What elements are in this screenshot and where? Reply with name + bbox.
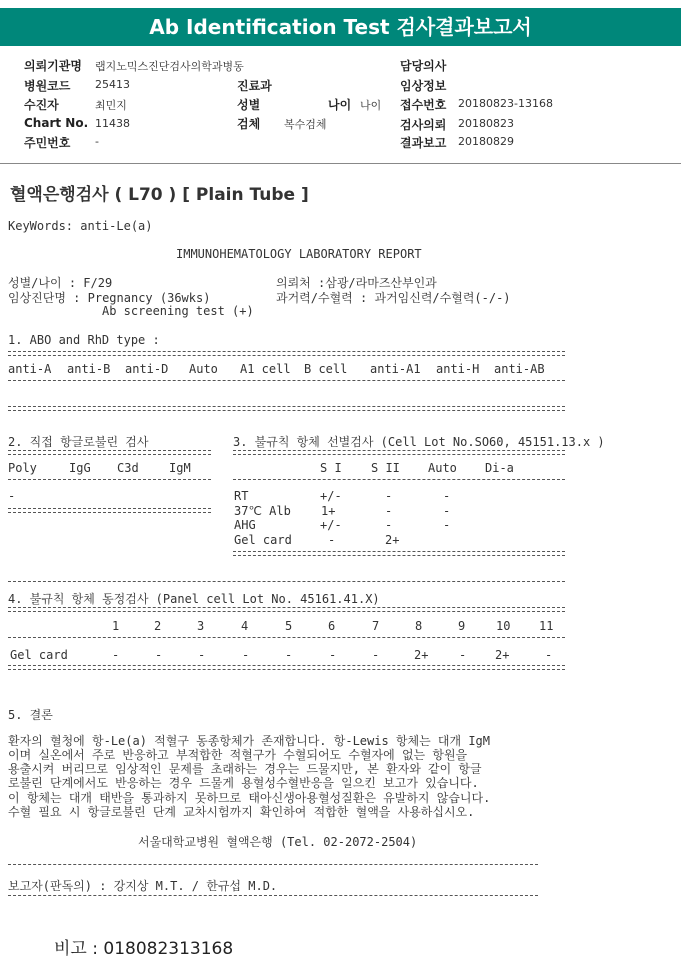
- conclusion-line: 이 항체는 대개 태반을 통과하지 못하므로 태아신생아용혈성질환은 유발하지 않습니다.: [8, 791, 491, 805]
- dat-col-header: Poly: [8, 461, 37, 475]
- abo-col-header: A1 cell: [240, 362, 291, 376]
- screen-cell: -: [443, 518, 451, 532]
- section3-header-rule: [233, 479, 565, 480]
- conclusion-line: 이며 실온에서 주로 반응하고 부적합한 적혈구가 수혈되어도 수혈자에 없는 항원을: [8, 748, 468, 762]
- remark: 비고 : 018082313168: [54, 939, 234, 959]
- abo-col-header: anti-A: [8, 362, 52, 376]
- screen-row-label: RT: [234, 489, 249, 503]
- abo-col-header: Auto: [189, 362, 218, 376]
- panel-col-header: 11: [539, 619, 554, 633]
- referrer-line: 의뢰처 :삼광/라마즈산부인과: [276, 276, 437, 290]
- panel-cell: -: [459, 648, 467, 662]
- section3-title: 3. 불규칙 항체 선별검사 (Cell Lot No.SO60, 45151.13.x ): [233, 435, 605, 449]
- panel-col-header: 5: [285, 619, 293, 633]
- section2-header-rule: [8, 479, 211, 480]
- section1-bottom-rule: [8, 406, 565, 411]
- screen-row-label: Gel card: [234, 533, 292, 547]
- abo-col-header: B cell: [304, 362, 348, 376]
- section3-end-rule: [8, 581, 565, 582]
- panel-cell: -: [329, 648, 337, 662]
- lab-report-title: IMMUNOHEMATOLOGY LABORATORY REPORT: [176, 247, 422, 261]
- panel-cell: -: [155, 648, 163, 662]
- screen-col-header: S II: [371, 461, 400, 475]
- header-value-report-date: 20180829: [458, 135, 514, 148]
- panel-col-header: 2: [154, 619, 162, 633]
- panel-col-header: 6: [328, 619, 336, 633]
- section1-title: 1. ABO and RhD type :: [8, 333, 160, 347]
- panel-col-header: 7: [372, 619, 380, 633]
- section2-top-rule: [8, 450, 211, 455]
- header-value-patient: 최민지: [95, 99, 127, 112]
- header-value-request-date: 20180823: [458, 117, 514, 130]
- header-divider: [0, 163, 681, 164]
- header-label-hospital-code: 병원코드: [24, 79, 71, 93]
- screen-cell: 2+: [385, 533, 400, 547]
- abo-col-header: anti-D: [125, 362, 169, 376]
- abo-col-header: anti-H: [436, 362, 480, 376]
- abo-col-header: anti-B: [67, 362, 111, 376]
- panel-col-header: 1: [112, 619, 120, 633]
- panel-cell: -: [545, 648, 553, 662]
- sex-age-line: 성별/나이 : F/29: [8, 276, 113, 290]
- header-label-sex: 성별: [237, 98, 261, 112]
- blood-bank-contact: 서울대학교병원 혈액은행 (Tel. 02-2072-2504): [138, 835, 418, 849]
- conclusion-line: 수혈 필요 시 항글로불린 단계 교차시험까지 확인하여 적합한 혈액을 사용하십시오.: [8, 805, 475, 819]
- header-value-institution: 랩지노믹스진단검사의학과병동: [95, 60, 244, 73]
- header-label-chart-no: Chart No.: [24, 116, 89, 130]
- header-label-age: 나이: [328, 98, 352, 112]
- header-label-request-date: 검사의뢰: [400, 118, 447, 132]
- panel-col-header: 10: [496, 619, 511, 633]
- abo-col-header: anti-AB: [494, 362, 545, 376]
- section1-top-rule: [8, 351, 565, 356]
- header-value-specimen: 복수검체: [284, 118, 327, 131]
- dat-col-header: IgG: [69, 461, 91, 475]
- panel-cell: 2+: [414, 648, 429, 662]
- header-value-resident-no: -: [95, 135, 99, 148]
- section-title: 혈액은행검사 ( L70 ) [ Plain Tube ]: [10, 185, 309, 205]
- ab-screening-line: Ab screening test (+): [102, 304, 254, 318]
- screen-cell: -: [328, 533, 336, 547]
- conclusion-line: 로불린 단계에서도 반응하는 경우 드물게 용혈성수혈반응을 일으킨 보고가 있습니다.: [8, 776, 479, 790]
- screen-cell: +/-: [320, 518, 342, 532]
- screen-col-header: Di-a: [485, 461, 514, 475]
- header-value-accession-no: 20180823-13168: [458, 97, 553, 110]
- screen-row-label: AHG: [234, 518, 256, 532]
- header-label-institution: 의뢰기관명: [24, 59, 82, 73]
- report-title: Ab Identification Test 검사결과보고서: [0, 8, 681, 46]
- panel-cell: 2+: [495, 648, 510, 662]
- screen-cell: +/-: [320, 489, 342, 503]
- screen-cell: -: [385, 489, 393, 503]
- header-value-hospital-code: 25413: [95, 78, 130, 91]
- screen-cell: -: [385, 518, 393, 532]
- abo-col-header: anti-A1: [370, 362, 421, 376]
- panel-cell: -: [242, 648, 250, 662]
- panel-col-header: 4: [241, 619, 249, 633]
- header-label-resident-no: 주민번호: [24, 136, 71, 150]
- screen-cell: 1+: [321, 504, 336, 518]
- section5-title: 5. 결론: [8, 708, 53, 722]
- section2-title: 2. 직접 항글로불린 검사: [8, 435, 149, 449]
- header-label-physician: 담당의사: [400, 59, 447, 73]
- clinical-diagnosis-line: 임상진단명 : Pregnancy (36wks): [8, 291, 211, 305]
- section1-header-rule: [8, 380, 565, 381]
- panel-row-label: Gel card: [10, 648, 68, 662]
- section4-top-rule: [8, 607, 565, 612]
- header-label-patient: 수진자: [24, 98, 59, 112]
- screen-row-label: 37℃ Alb: [234, 504, 291, 518]
- conclusion-line: 용출시켜 버리므로 임상적인 문제를 초래하는 경우는 드물지만, 본 환자와 같이 항글: [8, 762, 482, 776]
- header-label-clinical-info: 임상정보: [400, 79, 447, 93]
- dat-col-header: C3d: [117, 461, 139, 475]
- section4-title: 4. 불규칙 항체 동정검사 (Panel cell Lot No. 45161.41.X): [8, 592, 380, 606]
- header-label-report-date: 결과보고: [400, 136, 447, 150]
- dat-col-header: IgM: [169, 461, 191, 475]
- panel-cell: -: [372, 648, 380, 662]
- conclusion-line: 환자의 혈청에 항-Le(a) 적혈구 동종항체가 존재합니다. 항-Lewis 항체는 대개 IgM: [8, 734, 491, 748]
- header-label-department: 진료과: [237, 79, 272, 93]
- section2-bottom-rule: [8, 508, 211, 513]
- keywords-line: KeyWords: anti-Le(a): [8, 219, 153, 233]
- dat-result: -: [8, 489, 16, 503]
- screen-cell: -: [443, 489, 451, 503]
- reporter-top-rule: [8, 864, 538, 865]
- panel-col-header: 9: [458, 619, 466, 633]
- header-label-specimen: 검체: [237, 117, 261, 131]
- screen-col-header: Auto: [428, 461, 457, 475]
- section4-header-rule: [8, 637, 565, 638]
- history-line: 과거력/수혈력 : 과거임신력/수혈력(-/-): [276, 291, 511, 305]
- screen-cell: -: [385, 504, 393, 518]
- panel-cell: -: [285, 648, 293, 662]
- section4-bottom-rule: [8, 665, 565, 670]
- screen-col-header: S I: [320, 461, 342, 475]
- header-label-accession-no: 접수번호: [400, 98, 447, 112]
- header-value-age: 나이: [360, 99, 382, 112]
- panel-cell: -: [112, 648, 120, 662]
- screen-cell: -: [443, 504, 451, 518]
- panel-cell: -: [198, 648, 206, 662]
- reporter-line: 보고자(판독의) : 강지상 M.T. / 한규섭 M.D.: [8, 879, 278, 893]
- section3-bottom-rule: [233, 551, 565, 556]
- header-value-chart-no: 11438: [95, 117, 130, 130]
- panel-col-header: 8: [415, 619, 423, 633]
- section3-top-rule: [233, 450, 565, 455]
- reporter-bottom-rule: [8, 895, 538, 896]
- panel-col-header: 3: [197, 619, 205, 633]
